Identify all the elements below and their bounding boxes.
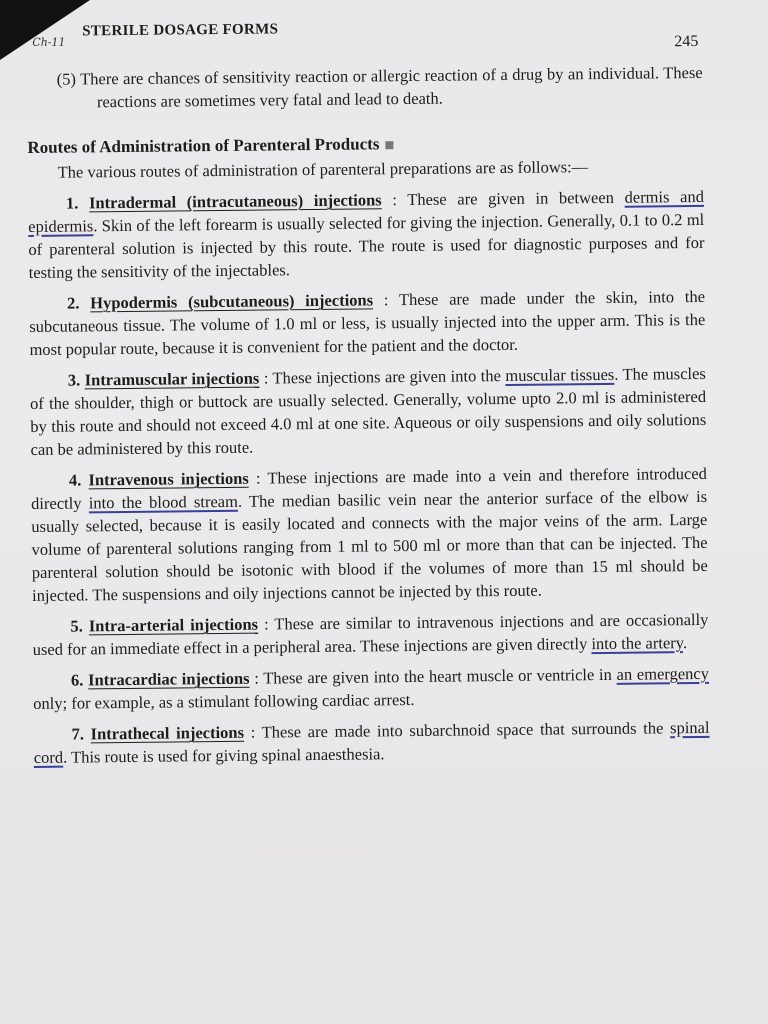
route-lead: These are given into the heart muscle or ventricle in (263, 664, 617, 688)
route-highlight: into the artery (591, 633, 683, 654)
route-separator: : (259, 368, 273, 388)
route-highlight: an emergency (616, 663, 710, 684)
note-text: There are chances of sensitivity reaction or allergic reaction of a drug by an individual. These reactions are sometimes very fatal and lead to death. (80, 62, 703, 112)
route-separator: : (372, 290, 400, 310)
route-item-intradermal (28, 185, 705, 284)
section-heading-text: Routes of Administration of Parenteral Products (27, 134, 380, 157)
page-number: 245 (674, 32, 699, 51)
route-item-intravenous (31, 462, 708, 607)
route-number: 1. (65, 193, 79, 213)
route-text: . This route is used for giving spinal anaesthesia. (63, 744, 385, 767)
route-highlight: dermis and epidermis (28, 186, 705, 236)
route-lead: These are similar to intravenous injections and are occasionally used for an immediate effect in a peripheral area. These injections are given directly (32, 609, 709, 659)
route-text: . The median basilic vein near the anterior surface of the elbow is usually selected, because it is easily located and connects with the major veins of the arm. Large volume of parenteral solutions ranging from 1 ml to 500 ml or more than that can be injected. The parenteral solution should be isotonic with blood if the volumes of more than 15 ml should be injected. The suspensions and oily injections cannot be injected by this route. (31, 486, 708, 605)
route-item-intramuscular (30, 362, 707, 461)
route-term: Intravenous injections (88, 468, 249, 490)
note-paragraph (27, 61, 703, 114)
route-highlight: spinal cord (33, 717, 710, 767)
route-number: 2. (66, 293, 80, 313)
route-term: Intracardiac injections (87, 668, 250, 690)
route-term: Hypodermis (subcutaneous) injections (90, 290, 374, 313)
page-header (26, 7, 702, 54)
route-highlight: muscular tissues (505, 364, 615, 385)
route-item-intracardiac (33, 662, 709, 715)
route-term: Intrathecal injections (90, 722, 245, 744)
section-intro: The various routes of administration of parenteral preparations are as follows:— (57, 157, 589, 182)
route-highlight: into the blood stream (88, 491, 238, 513)
route-number: 7. (71, 724, 85, 744)
route-text: . (682, 633, 688, 653)
note-marker: (5) (56, 69, 77, 89)
route-lead: These are given in between (407, 187, 625, 210)
route-term: Intra-arterial injections (88, 614, 259, 636)
route-separator: : (248, 468, 268, 488)
route-item-intra-arterial (32, 608, 708, 661)
route-item-intrathecal (33, 716, 709, 769)
route-text: only; for example, as a stimulant following cardiac arrest. (33, 689, 415, 713)
route-term: Intramuscular injections (84, 368, 260, 390)
route-number: 5. (70, 616, 83, 636)
square-bullet-icon (385, 141, 393, 149)
route-term: Intradermal (intracutaneous) injections (88, 190, 382, 213)
route-lead: These are made under the skin, into the subcutaneous tissue. The volume of 1.0 ml or less, is usually injected into the upper arm. This is the most popular route, because it is convenient for the patient and the doctor. (29, 286, 706, 359)
route-number: 3. (67, 370, 81, 390)
route-lead: These injections are made into a vein and therefore introduced directly (31, 463, 707, 513)
route-item-subcutaneous (29, 285, 706, 361)
route-separator: : (257, 614, 275, 634)
route-number: 4. (68, 470, 82, 490)
running-title: STERILE DOSAGE FORMS (82, 21, 279, 40)
route-lead: These are made into subarchnoid space that surrounds the (261, 718, 671, 742)
route-lead: These injections are given into the (272, 366, 506, 388)
route-separator: : (381, 190, 408, 210)
chapter-label: Ch-11 (32, 35, 66, 49)
page-content (26, 7, 710, 769)
route-text: . The muscles of the shoulder, thigh or buttock are usually selected. Generally, volume upto 2.0 ml is administered by this route and should not exceed 4.0 ml at one site. Aqueous or oily suspensions and oily solutions can be administered by this route. (29, 363, 707, 459)
route-separator: : (249, 668, 264, 688)
route-text: . Skin of the left forearm is usually selected for giving the injection. Generally, 0.1 to 0.2 ml of parenteral solution is injected by this route. The route is used for diagnostic purposes and for testing the sensitivity of the injectables. (28, 209, 705, 282)
route-number: 6. (70, 670, 84, 690)
route-separator: : (243, 722, 262, 742)
